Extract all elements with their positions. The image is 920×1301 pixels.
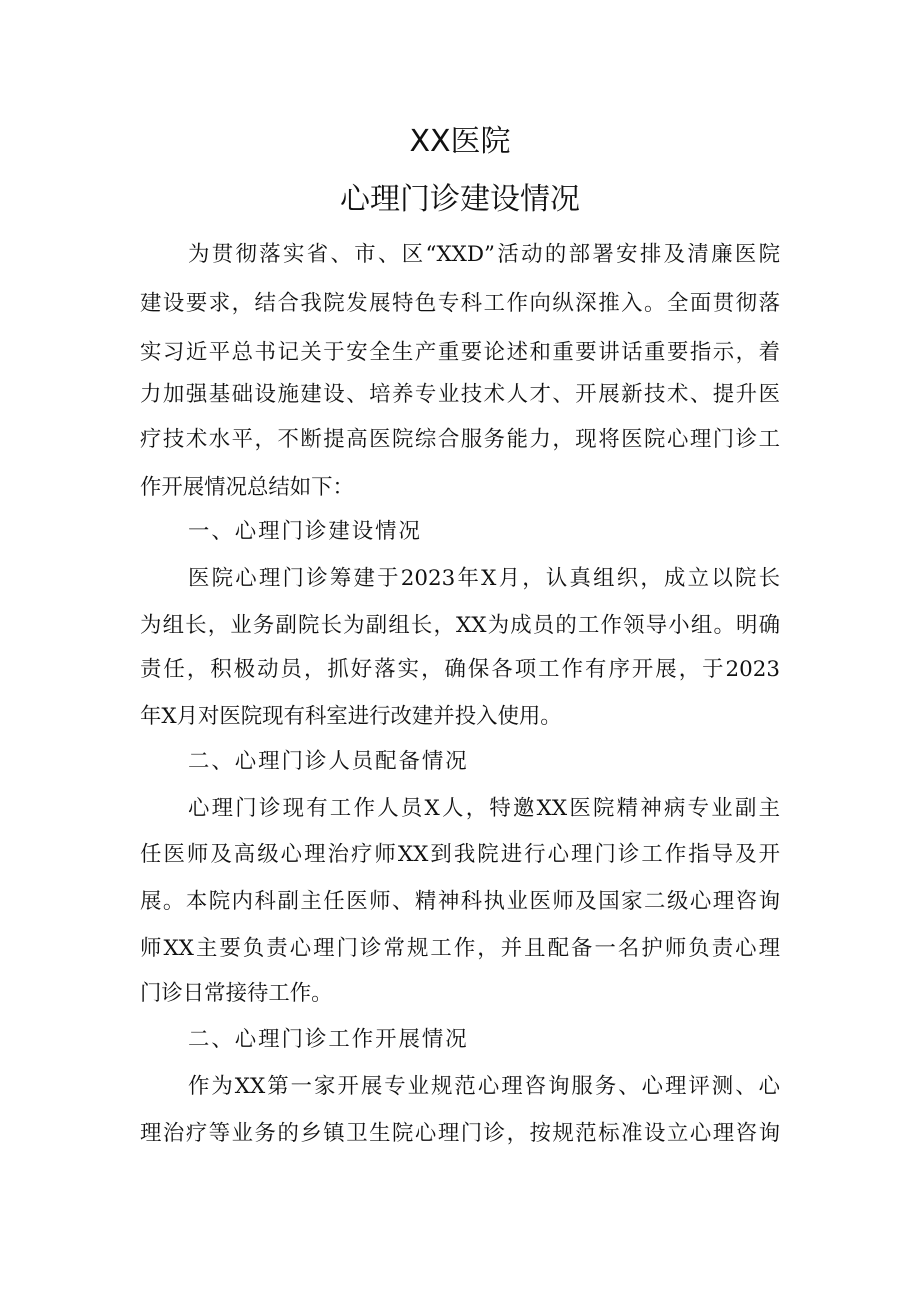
intro-line: 作开展情况总结如下： (140, 475, 354, 500)
document-title: XX医院 (409, 124, 511, 159)
section-line: 理治疗等业务的乡镇卫生院心理门诊，按规范标准设立心理咨询 (140, 1121, 780, 1146)
section-heading: 二、心理门诊人员配备情况 (188, 749, 469, 774)
section-line: 展。本院内科副主任医师、精神科执业医师及国家二级心理咨询 (140, 889, 780, 914)
intro-line: 为贯彻落实省、市、区“XXD”活动的部署安排及清廉医院 (188, 242, 780, 267)
section-heading: 一、心理门诊建设情况 (188, 519, 422, 544)
section-line: 心理门诊现有工作人员X人，特邀XX医院精神病专业副主 (188, 796, 780, 821)
section-line: 作为XX第一家开展专业规范心理咨询服务、心理评测、心 (188, 1074, 780, 1099)
section-line: 为组长，业务副院长为副组长，XX为成员的工作领导小组。明确 (140, 613, 780, 638)
intro-line: 建设要求，结合我院发展特色专科工作向纵深推入。全面贯彻落 (140, 291, 780, 316)
section-line: 责任，积极动员，抓好落实，确保各项工作有序开展，于2023 (140, 657, 780, 682)
section-line: 师XX主要负责心理门诊常规工作，并且配备一名护师负责心理 (140, 936, 780, 961)
section-line: 任医师及高级心理治疗师XX到我院进行心理门诊工作指导及开 (140, 842, 780, 867)
document-subtitle: 心理门诊建设情况 (340, 182, 580, 217)
section-line: 年X月对医院现有科室进行改建并投入使用。 (140, 704, 562, 729)
intro-line: 实习近平总书记关于安全生产重要论述和重要讲话重要指示，着 (140, 340, 780, 365)
section-heading: 二、心理门诊工作开展情况 (188, 1027, 469, 1052)
section-line: 医院心理门诊筹建于2023年X月，认真组织，成立以院长 (188, 566, 780, 591)
section-line: 门诊日常接待工作。 (140, 981, 333, 1006)
intro-line: 疗技术水平，不断提高医院综合服务能力，现将医院心理门诊工 (140, 427, 780, 452)
intro-line: 力加强基础设施建设、培养专业技术人才、开展新技术、提升医 (140, 382, 780, 407)
